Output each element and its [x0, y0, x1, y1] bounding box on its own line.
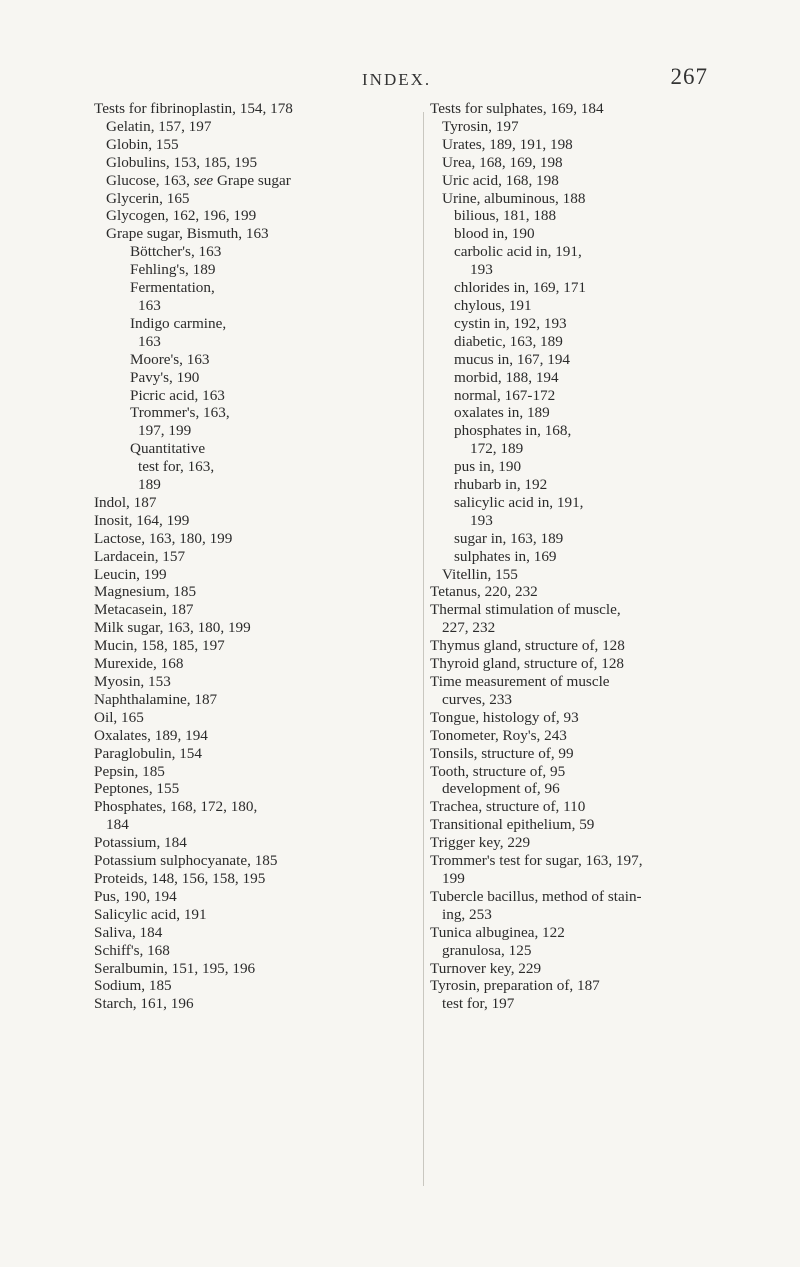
index-entry: test for, 197 [442, 995, 515, 1013]
index-entry: Saliva, 184 [94, 923, 163, 941]
index-entry: Paraglobulin, 154 [94, 744, 202, 762]
index-entry: Glycerin, 165 [106, 189, 190, 207]
index-entry: Böttcher's, 163 [130, 243, 222, 261]
index-entry: Peptones, 155 [94, 780, 180, 798]
index-entry: Picric acid, 163 [130, 386, 225, 404]
index-entry: Glycogen, 162, 196, 199 [106, 207, 257, 225]
index-entry: 163 [138, 296, 161, 314]
index-entry: Grape sugar, Bismuth, 163 [106, 225, 269, 243]
index-entry: Urea, 168, 169, 198 [442, 153, 563, 171]
index-entry: Glucose, 163, see Grape sugar [106, 171, 291, 189]
index-entry: Sodium, 185 [94, 977, 172, 995]
index-entry: Globin, 155 [106, 135, 179, 153]
index-entry: development of, 96 [442, 780, 560, 798]
index-entry: Gelatin, 157, 197 [106, 117, 212, 135]
index-entry: ing, 253 [442, 905, 492, 923]
index-entry: Lardacein, 157 [94, 547, 186, 565]
index-entry: Thymus gland, structure of, 128 [430, 637, 625, 655]
index-entry: Tests for sulphates, 169, 184 [430, 100, 604, 117]
see-reference: see [193, 171, 214, 189]
index-entry: Tests for fibrinoplastin, 154, 178 [94, 100, 293, 117]
index-entry: Pus, 190, 194 [94, 887, 177, 905]
index-entry: Trommer's test for sugar, 163, 197, [430, 852, 643, 870]
index-entry: 193 [470, 261, 493, 279]
index-entry: 163 [138, 332, 161, 350]
index-entry: Leucin, 199 [94, 565, 167, 583]
page-number: 267 [670, 64, 708, 89]
index-entry: Trachea, structure of, 110 [430, 798, 586, 816]
index-entry: oxalates in, 189 [454, 404, 550, 422]
index-entry: Indigo carmine, [130, 314, 227, 332]
index-entry: 172, 189 [470, 440, 524, 458]
index-entry: Lactose, 163, 180, 199 [94, 529, 233, 547]
index-column-left [94, 100, 414, 1013]
index-entry: Tooth, structure of, 95 [430, 762, 566, 780]
index-entry: diabetic, 163, 189 [454, 332, 563, 350]
index-entry: granulosa, 125 [442, 941, 532, 959]
index-entry: Tonsils, structure of, 99 [430, 744, 574, 762]
index-entry: 227, 232 [442, 619, 496, 637]
index-column-right [430, 100, 730, 1013]
index-entry: Trigger key, 229 [430, 834, 531, 852]
index-entry: Vitellin, 155 [442, 565, 518, 583]
index-entry: salicylic acid in, 191, [454, 493, 584, 511]
index-entry: Tongue, histology of, 93 [430, 708, 579, 726]
index-entry: Salicylic acid, 191 [94, 905, 207, 923]
index-entry: Uric acid, 168, 198 [442, 171, 559, 189]
index-entry: blood in, 190 [454, 225, 535, 243]
index-entry: Moore's, 163 [130, 350, 210, 368]
index-entry: Indol, 187 [94, 493, 157, 511]
page-header [0, 64, 800, 94]
index-entry: Tetanus, 220, 232 [430, 583, 538, 601]
index-entry: carbolic acid in, 191, [454, 243, 582, 261]
index-entry: Murexide, 168 [94, 655, 184, 673]
index-entry: Globulins, 153, 185, 195 [106, 153, 258, 171]
index-entry: Time measurement of muscle [430, 673, 610, 690]
index-entry: Tonometer, Roy's, 243 [430, 726, 567, 744]
index-entry: Phosphates, 168, 172, 180, [94, 798, 258, 816]
index-entry: Thermal stimulation of muscle, [430, 601, 621, 619]
index-entry: Potassium sulphocyanate, 185 [94, 852, 278, 870]
index-entry: Trommer's, 163, [130, 404, 230, 422]
index-entry: Metacasein, 187 [94, 601, 194, 619]
index-entry: Seralbumin, 151, 195, 196 [94, 959, 256, 977]
index-entry: Myosin, 153 [94, 673, 171, 690]
index-entry: mucus in, 167, 194 [454, 350, 571, 368]
index-entry: Tyrosin, 197 [442, 117, 519, 135]
index-entry: Transitional epithelium, 59 [430, 816, 595, 834]
index-entry: Oxalates, 189, 194 [94, 726, 208, 744]
index-entry: phosphates in, 168, [454, 422, 572, 440]
index-entry: Urates, 189, 191, 198 [442, 135, 573, 153]
running-head-title: INDEX. [362, 70, 432, 89]
index-entry: Schiff's, 168 [94, 941, 170, 959]
index-entry: Naphthalamine, 187 [94, 690, 218, 708]
index-entry: Tubercle bacillus, method of stain- [430, 887, 642, 905]
index-entry: Oil, 165 [94, 708, 144, 726]
index-entry: Fermentation, [130, 279, 215, 297]
index-entry: Turnover key, 229 [430, 959, 542, 977]
index-entry: test for, 163, [138, 458, 215, 476]
index-entry: pus in, 190 [454, 458, 522, 476]
index-entry: Pavy's, 190 [130, 368, 200, 386]
index-entry: curves, 233 [442, 690, 513, 708]
index-entry: cystin in, 192, 193 [454, 314, 567, 332]
index-entry: 199 [442, 869, 465, 887]
index-entry: Thyroid gland, structure of, 128 [430, 655, 625, 673]
index-entry: Quantitative [130, 440, 206, 458]
index-entry: 197, 199 [138, 422, 192, 440]
index-entry: chylous, 191 [454, 296, 532, 314]
index-entry: Milk sugar, 163, 180, 199 [94, 619, 251, 637]
index-entry: rhubarb in, 192 [454, 476, 548, 494]
index-entry: Pepsin, 185 [94, 762, 165, 780]
index-entry: 184 [106, 816, 129, 834]
index-entry: morbid, 188, 194 [454, 368, 559, 386]
index-entry: Fehling's, 189 [130, 261, 216, 279]
index-entry: 189 [138, 476, 161, 494]
column-divider [423, 112, 424, 1186]
index-entry: Tyrosin, preparation of, 187 [430, 977, 600, 995]
index-entry: Magnesium, 185 [94, 583, 197, 601]
index-entry: Urine, albuminous, 188 [442, 189, 586, 207]
index-entry: 193 [470, 511, 493, 529]
index-entry: Potassium, 184 [94, 834, 187, 852]
index-entry: Starch, 161, 196 [94, 995, 194, 1013]
index-entry: sulphates in, 169 [454, 547, 557, 565]
index-entry: normal, 167-172 [454, 386, 556, 404]
index-entry: sugar in, 163, 189 [454, 529, 564, 547]
index-entry: Tunica albuginea, 122 [430, 923, 565, 941]
index-entry: chlorides in, 169, 171 [454, 279, 587, 297]
index-entry: Mucin, 158, 185, 197 [94, 637, 225, 655]
index-entry: Inosit, 164, 199 [94, 511, 190, 529]
index-entry: bilious, 181, 188 [454, 207, 557, 225]
index-entry: Proteids, 148, 156, 158, 195 [94, 869, 266, 887]
